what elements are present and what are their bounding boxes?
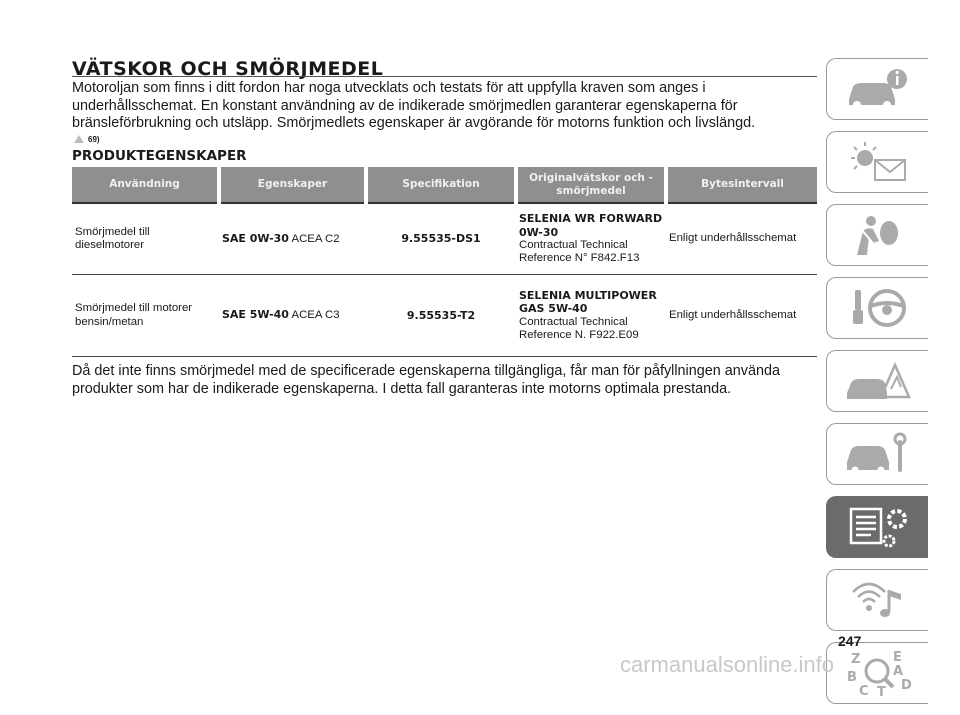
- intro-paragraph: Motoroljan som finns i ditt fordon har noga utvecklats och testats för att uppfylla kraven som anges i underhållsschemat. En konstant användning av de indikerade smörjmedlen garanterar egenskaperna för bränsleförbrukning och utsläpp. Smörjmedlets egenskaper är avgörande för motorns funktion och livslängd.: [72, 80, 756, 131]
- cell-original: [516, 275, 666, 357]
- cell-properties-grade: SAE 0W-30: [222, 231, 289, 245]
- section-subtitle: PRODUKTEGENSKAPER: [72, 148, 247, 164]
- cell-specification: 9.55535-T2: [406, 308, 476, 322]
- cell-original-product: SELENIA MULTIPOWER GAS 5W-40: [519, 288, 657, 316]
- cell-interval: Enligt underhållsschemat: [669, 232, 797, 245]
- tab-car-warning[interactable]: [826, 350, 928, 412]
- index-letter: C: [858, 684, 869, 697]
- cell-properties: [219, 203, 366, 275]
- cell-use: Smörjmedel till motorer bensin/metan: [75, 302, 193, 328]
- tab-airbag-seat[interactable]: [826, 204, 928, 266]
- column-header: Originalvätskor och -smörjmedel: [516, 167, 666, 203]
- cell-original-product: SELENIA WR FORWARD 0W-30: [519, 212, 663, 239]
- note-reference-label: 69): [88, 134, 100, 144]
- index-letter: T: [876, 685, 886, 697]
- airbag-seat-icon: [843, 211, 913, 259]
- title-divider: [72, 76, 817, 77]
- tab-car-service[interactable]: [826, 423, 928, 485]
- tab-multimedia[interactable]: [826, 569, 928, 631]
- tab-technical-data[interactable]: [826, 496, 928, 558]
- outro-paragraph: Då det inte finns smörjmedel med de specificerade egenskaperna tillgängliga, får man för påfyllningen använda produkter som har de indikerade egenskaperna. I detta fall garanteras inte motorns optimala prestanda.: [72, 363, 780, 397]
- warning-hand-icon: [72, 133, 86, 145]
- cell-original: [516, 203, 666, 275]
- cell-original-reference: Contractual Technical Reference N° F842.F13: [519, 239, 640, 265]
- technical-data-icon: [843, 503, 913, 551]
- tab-index[interactable]: [826, 642, 928, 704]
- column-header: Användning: [72, 167, 219, 203]
- page-number: 247: [838, 633, 862, 649]
- table-row: [72, 275, 817, 357]
- index-letter: E: [892, 650, 902, 665]
- table-row: [72, 203, 817, 275]
- tab-dashboard-lights[interactable]: [826, 131, 928, 193]
- multimedia-icon: [843, 576, 913, 624]
- watermark: carmanualsonline.info: [620, 652, 835, 677]
- index-letter: Z: [850, 652, 860, 667]
- column-header: Specifikation: [366, 167, 516, 203]
- index-abc-icon: [843, 649, 913, 697]
- chapter-sidebar: [826, 58, 930, 715]
- tab-steering-wheel[interactable]: [826, 277, 928, 339]
- car-info-icon: [843, 65, 913, 113]
- lubricant-table: [72, 167, 817, 357]
- cell-specification: 9.55535-DS1: [401, 232, 481, 246]
- car-service-icon: [843, 430, 913, 478]
- column-header: Bytesintervall: [666, 167, 817, 203]
- cell-properties-grade: SAE 5W-40: [222, 308, 289, 322]
- steering-wheel-icon: [843, 284, 913, 332]
- index-letter: A: [892, 664, 903, 679]
- page-title: VÄTSKOR OCH SMÖRJMEDEL: [72, 58, 384, 80]
- index-letter: D: [900, 678, 912, 693]
- cell-interval: Enligt underhållsschemat: [669, 308, 797, 321]
- dashboard-lights-icon: [843, 138, 913, 186]
- cell-properties-acea: ACEA C2: [288, 232, 340, 245]
- tab-car-info[interactable]: [826, 58, 928, 120]
- column-header: Egenskaper: [219, 167, 366, 203]
- index-letter: B: [846, 670, 857, 685]
- cell-original-reference: Contractual Technical Reference N. F922.E09: [519, 315, 639, 341]
- table-header-row: [72, 167, 817, 203]
- note-reference[interactable]: [72, 133, 100, 145]
- cell-use: Smörjmedel till dieselmotorer: [75, 225, 150, 251]
- cell-properties-acea: ACEA C3: [288, 309, 340, 322]
- cell-properties: [219, 275, 366, 357]
- car-warning-icon: [843, 357, 913, 405]
